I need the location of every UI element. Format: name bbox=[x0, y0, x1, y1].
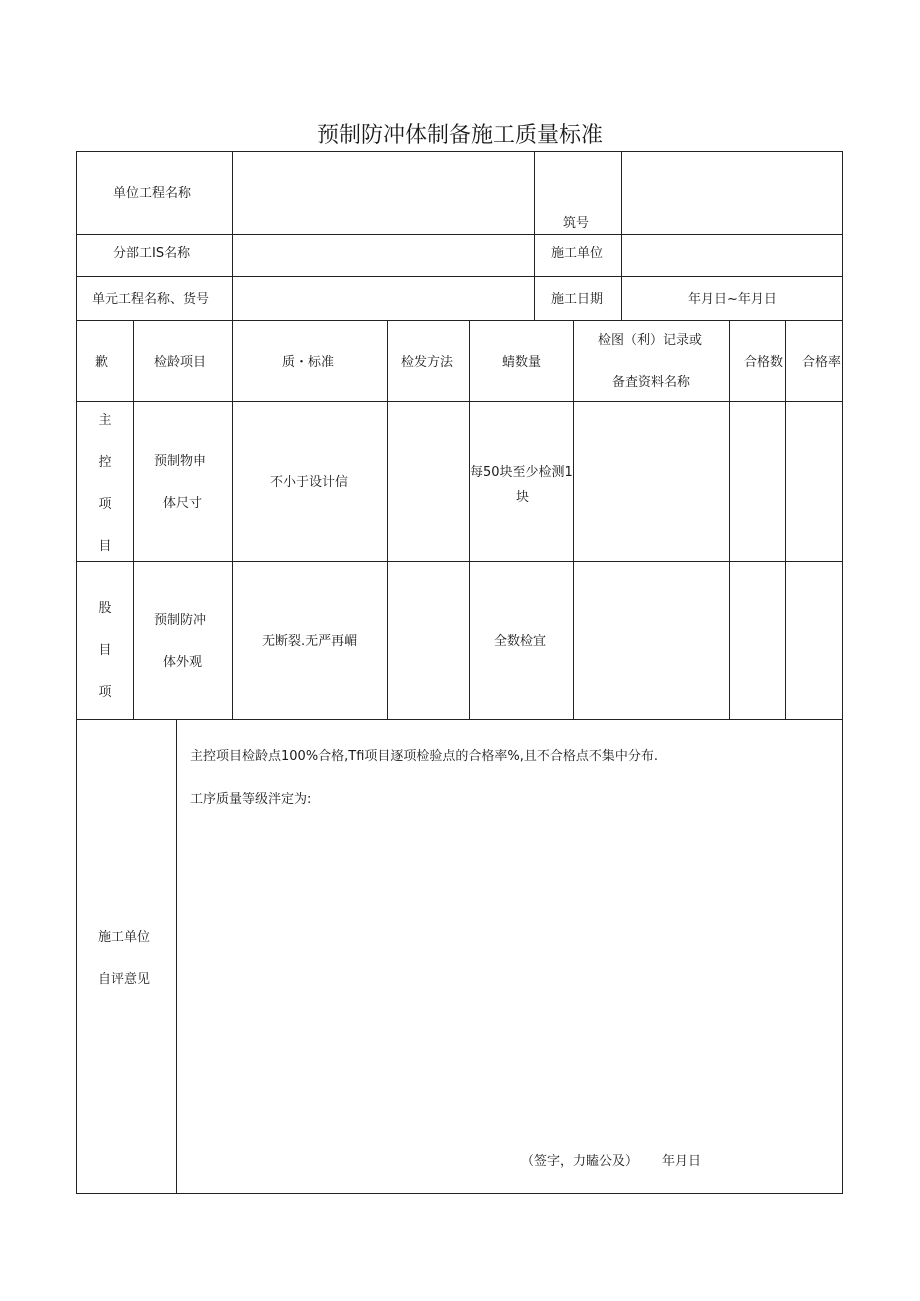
col-header-check-method: 检发方法 bbox=[401, 355, 454, 370]
page-title: 预制防冲体制备施工质量标准 bbox=[316, 123, 603, 148]
evaluation-label-line2: 自评意见 bbox=[98, 972, 151, 987]
construction-unit-label: 施工单位 bbox=[551, 246, 604, 261]
evaluation-text-line1: 主控项目检龄点100%合格,Tfi项目逐项检验点的合格率%,且不合格点不集中分布. bbox=[190, 749, 659, 764]
col-divider bbox=[232, 152, 233, 320]
quantity-appearance: 全数检宜 bbox=[494, 634, 547, 649]
row-divider bbox=[77, 276, 842, 277]
row-divider bbox=[77, 234, 842, 235]
col-header-item: 歉 bbox=[95, 355, 109, 370]
sub-project-label: 分部工IS名称 bbox=[113, 246, 191, 261]
col-header-record-line1: 检图（利）记录或 bbox=[598, 333, 703, 348]
col-divider bbox=[469, 320, 470, 719]
col-header-quality-standard: 质・标准 bbox=[282, 355, 335, 370]
col-divider bbox=[621, 152, 622, 320]
col-divider bbox=[785, 320, 786, 719]
construction-date-value: 年月日~年月日 bbox=[688, 292, 777, 307]
col-header-pass-rate: 合格率 bbox=[802, 355, 842, 370]
col-header-check-item: 检龄项目 bbox=[154, 355, 207, 370]
col-header-pass-count: 合格数 bbox=[744, 355, 784, 370]
check-item-dimensions-line2: 体尺寸 bbox=[163, 496, 203, 511]
col-header-check-quantity: 蜻数量 bbox=[502, 355, 542, 370]
check-item-appearance-line2: 体外观 bbox=[163, 655, 203, 670]
evaluation-label-line1: 施工单位 bbox=[98, 930, 151, 945]
standard-dimensions: 不小于设计信 bbox=[270, 475, 349, 490]
check-item-appearance-line1: 预制防冲 bbox=[154, 613, 207, 628]
quality-form-table bbox=[76, 151, 843, 1194]
col-divider bbox=[534, 152, 535, 320]
check-item-dimensions-line1: 预制物申 bbox=[154, 454, 207, 469]
signature-note: （签字，力瞌公及） bbox=[521, 1154, 639, 1169]
quantity-dimensions-line2: 块 bbox=[516, 490, 530, 505]
col-divider bbox=[232, 320, 233, 719]
row-divider bbox=[77, 719, 842, 720]
standard-appearance: 无断裂.无严再嵋 bbox=[262, 634, 358, 649]
col-divider bbox=[573, 320, 574, 719]
col-divider bbox=[133, 320, 134, 719]
row-divider bbox=[77, 401, 842, 402]
col-divider bbox=[729, 320, 730, 719]
signature-date: 年月日 bbox=[662, 1154, 702, 1169]
evaluation-text-line2: 工序质量等级泮定为: bbox=[190, 792, 312, 807]
col-header-record-line2: 备査资料名称 bbox=[612, 375, 691, 390]
construction-date-label: 施工日期 bbox=[551, 292, 604, 307]
unit-element-label: 单元工程名称、货号 bbox=[92, 292, 210, 307]
unit-project-label: 单位工程名称 bbox=[113, 186, 192, 201]
row-divider bbox=[77, 561, 842, 562]
row-divider bbox=[77, 320, 842, 321]
col-divider bbox=[387, 320, 388, 719]
col-divider bbox=[176, 719, 177, 1194]
category-main-control: 主 控 项 目 bbox=[98, 413, 112, 554]
quantity-dimensions-line1: 每50块至少检测1 bbox=[470, 465, 573, 480]
category-general: 股 目 项 bbox=[98, 601, 112, 700]
code-label: 筑号 bbox=[563, 216, 590, 231]
